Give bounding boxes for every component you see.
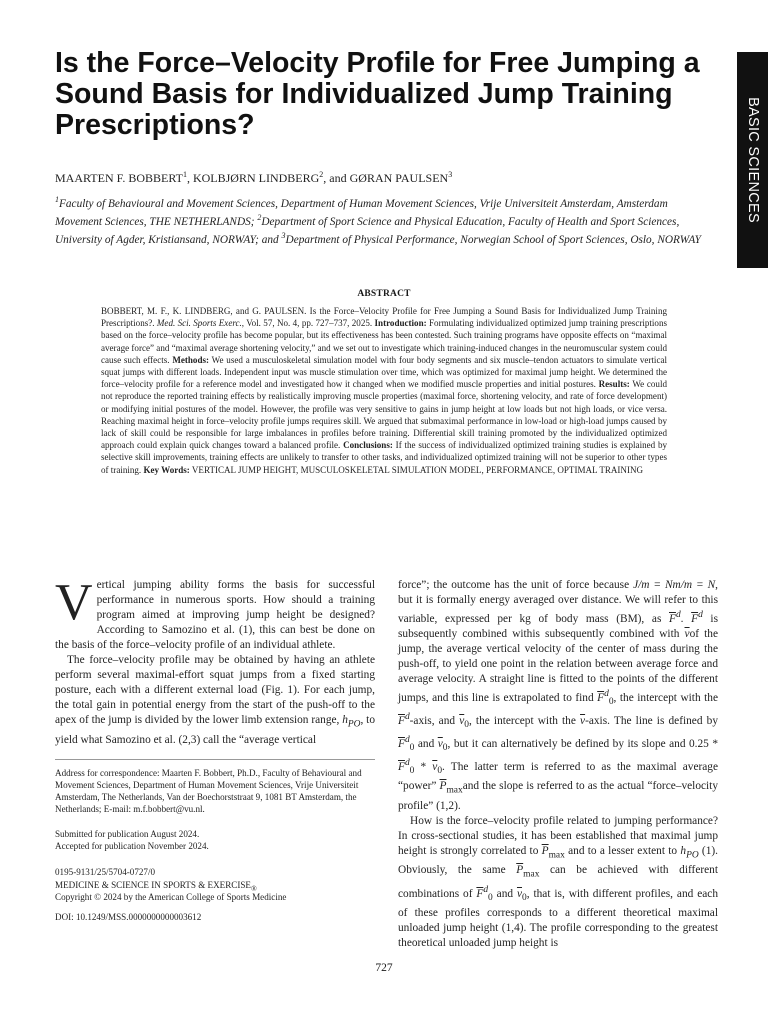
paragraph-text: , the intercept with the <box>468 714 581 727</box>
author-list <box>55 170 715 186</box>
symbol-h: h <box>342 714 348 727</box>
superscript-d: d <box>404 712 410 723</box>
subscript-po: PO <box>347 719 361 730</box>
symbol-f-bar: $\overline{F}$ <box>597 691 605 704</box>
superscript-d: d <box>483 884 489 895</box>
symbol-f-bar: $\overline{F}$ <box>476 887 484 900</box>
symbol-p-bar: $\overline{P}$ <box>541 844 549 857</box>
submitted-note: Submitted for publication August 2024. <box>55 829 200 839</box>
section-tab-label: BASIC SCIENCES <box>744 97 761 223</box>
paragraph-text: force”; the outcome has the unit of force because <box>398 579 634 591</box>
affiliation: Faculty of Behavioural and Movement Sciences, Department of Human Movement Sciences, Vrije Universiteit Amsterdam, Amsterdam Movement Sciences, THE NETHERLANDS; <box>55 197 668 228</box>
abstract-citation: BOBBERT, M. F., K. LINDBERG, and G. PAULSEN. Is the Force–Velocity Profile for Free Jumping a Sound Basis for Individualized Jump Training Prescriptions?. <box>101 306 667 329</box>
affiliation: Department of Sport Science and Physical Education, Faculty of Health and Sport Sciences, University of Agder, Kristiansand, NORWAY; and <box>55 215 680 246</box>
subscript-zero: 0 <box>442 743 448 754</box>
subscript-max: max <box>523 869 540 880</box>
subscript-max: max <box>446 785 463 796</box>
affiliation: Department of Physical Performance, Norwegian School of Sport Sciences, Oslo, NORWAY <box>285 233 701 246</box>
symbol-v-bar: $\overline{v}$ <box>459 714 465 727</box>
paragraph-text: and the slope is referred to as the actual “force–velocity profile” (1,2). <box>398 780 718 812</box>
affil-sup: 3 <box>281 230 286 240</box>
superscript-d: d <box>675 610 681 621</box>
abstract-methods: We used a musculoskeletal simulation model with four body segments and six muscle–tendon actuators to simulate vertical squat jumps with different loads. Independent input was muscle stimulation over time, which was optimized for maximal jump height. We determined the force–velocity profile for a reference model and investigated how it changed when we modified muscle properties and initial postures. <box>101 354 667 390</box>
subscript-zero: 0 <box>437 766 443 777</box>
abstract-results: We could not reproduce the reported training effects by realistically improving muscle properties (maximal force, shortening velocity, and rate of force development) or modifying initial postures of the model. However, the profile was very sensitive to gains in jump height at low loads but not high loads, or vice versa. Reaching maximal height in force–velocity profile jumps requires skill. We argued that submaximal performance in low-load or high-load jumps caused by lack of skill could be responsible for large imbalances in profiles before training. Differential skill training promoted by the individualized optimized approach could explain quick changes toward a balanced profile. <box>101 379 667 451</box>
affiliations <box>55 193 715 247</box>
author-affil-sup: 2 <box>319 170 324 179</box>
paragraph-text: and to a lesser extent to <box>564 844 681 857</box>
paragraph-text: is subsequently combined withis subsequently combined with <box>398 612 719 640</box>
abstract-body <box>101 305 667 476</box>
paragraph-text: ertical jumping ability forms the basis for successful performance in numerous sports. How should a training program aimed at improving jump height be designed? According to Samozino et al. (1), this can best be done on the basis of the force–velocity profile of an individual athlete. <box>55 579 375 652</box>
abstract-keywords: VERTICAL JUMP HEIGHT, MUSCULOSKELETAL SIMULATION MODEL, PERFORMANCE, OPTIMAL TRAINING <box>189 464 644 475</box>
abstract-label-results: Results: <box>598 379 630 390</box>
unit-expression: J/m = Nm/m = N <box>633 579 716 591</box>
subscript-max: max <box>548 850 565 861</box>
author-sep: , and <box>323 171 350 185</box>
subscript-po: PO <box>686 850 699 861</box>
symbol-f-bar: $\overline{F}$ <box>398 714 405 727</box>
paragraph-text: * <box>414 761 433 774</box>
section-tab <box>737 52 768 268</box>
paragraph-text: , but it is formally energy averaged over distance. We will refer to this variable, expressed per kg of body mass (BM), as <box>398 579 718 625</box>
author-name: KOLBJØRN LINDBERG <box>192 171 320 185</box>
superscript-d: d <box>604 689 609 700</box>
symbol-v-bar: $\overline{v}$ <box>432 761 438 774</box>
paragraph-text: , but it can alternatively be defined by its slope and 0.25 * <box>447 738 718 751</box>
footnote-divider <box>55 759 375 760</box>
author-affil-sup: 1 <box>182 170 187 179</box>
subscript-zero: 0 <box>464 720 469 731</box>
symbol-f-bar: $\overline{F}$ <box>669 612 676 625</box>
abstract-label-keywords: Key Words: <box>143 464 190 475</box>
affil-sup: 2 <box>257 212 262 222</box>
abstract-label-methods: Methods: <box>172 354 210 365</box>
registered-mark: ® <box>251 883 257 893</box>
symbol-f-bar: $\overline{F}$ <box>398 738 405 751</box>
symbol-v-bar: $\overline{v}$ <box>437 738 443 751</box>
body-column-left <box>55 574 375 748</box>
paragraph-text: of the jump, the average vertical velocity of the center of mass during the push-off, to yield one point in the relation between average force and average velocity. A straight line is fitted to the points of the different jumps, and this line is extrapolated to find <box>398 627 718 704</box>
subscript-zero: 0 <box>522 892 527 903</box>
abstract-intro: Formulating individualized optimized jump training prescriptions based on the force–velocity profile has become popular, but its effectiveness has been contested. Such training programs have opposite effects on “maximal average force” and “maximal average shortening velocity,” and we set out to investigate which training-induced changes in the neuromuscular system could cause such effects. <box>101 318 667 365</box>
paragraph-text: . The latter term is referred to as the maximal average “power” <box>398 761 718 793</box>
subscript-zero: 0 <box>488 892 493 903</box>
symbol-h: h <box>680 844 687 857</box>
paragraph-text: , the intercept with the <box>613 691 718 704</box>
body-column-right <box>398 578 718 951</box>
author-sep: , <box>186 171 193 185</box>
affil-sup: 1 <box>55 195 59 204</box>
subscript-zero: 0 <box>409 743 415 754</box>
symbol-v-bar: $\overline{v}$ <box>516 887 523 900</box>
paragraph-text: The force–velocity profile may be obtained by having an athlete perform several maximal-effort squat jumps from a fixed starting posture, each with a different external load (Fig. 1). For each jump, the total gain in potential energy from the start of the push-off to the apex of the jump is divided by the lower limb extension range, <box>55 654 375 727</box>
symbol-v-bar: $\overline{v}$ <box>580 714 586 727</box>
abstract-label-intro: Introduction: <box>374 318 427 329</box>
paragraph-text: How is the force–velocity profile related to jumping performance? In cross-sectional studies, it has been established that maximal jump height is strongly correlated to <box>398 814 718 857</box>
paragraph-text: and <box>414 738 438 751</box>
author-name: GØRAN PAULSEN <box>349 171 449 185</box>
abstract-citation-tail: , Vol. 57, No. 4, pp. 727–737, 2025. <box>241 318 375 329</box>
drop-cap: V <box>55 574 93 631</box>
author-affil-sup: 3 <box>448 170 453 179</box>
symbol-f-bar: $\overline{F}$ <box>398 761 405 774</box>
abstract-label-conclusions: Conclusions: <box>343 440 393 451</box>
body-paragraph <box>398 814 718 951</box>
paragraph-text: can be achieved with different combinations of <box>398 864 719 900</box>
accepted-note: Accepted for publication November 2024. <box>55 841 209 851</box>
issn: 0195-9131/25/5704-0727/0 <box>55 867 156 877</box>
correspondence-note: Address for correspondence: Maarten F. Bobbert, Ph.D., Faculty of Behavioural and Movement Sciences, Department of Human Movement Sciences, Vrije Universiteit Amsterdam, The Netherlands, Van der Boechorststraat 9, 1081 BT Amsterdam, the Netherlands; E-mail: m.f.bobbert@vu.nl. <box>55 768 362 815</box>
doi: DOI: 10.1249/MSS.0000000000003612 <box>55 912 202 922</box>
journal-abbrev: Med. Sci. Sports Exerc. <box>156 318 242 329</box>
symbol-f-bar: $\overline{F}$ <box>691 612 699 625</box>
symbol-p-bar: $\overline{P}$ <box>516 864 524 877</box>
subscript-zero: 0 <box>608 697 614 708</box>
copyright: Copyright © 2024 by the American College of Sports Medicine <box>55 892 287 902</box>
superscript-d: d <box>404 758 410 769</box>
symbol-p-bar: $\overline{P}$ <box>439 780 447 793</box>
page-number: 727 <box>375 962 393 974</box>
paragraph-text: and <box>492 887 517 900</box>
symbol-v-bar: $\overline{v}$ <box>684 627 690 640</box>
article-title: Is the Force–Velocity Profile for Free Jumping a Sound Basis for Individualized Jump Training Prescriptions? <box>55 47 700 141</box>
superscript-d: d <box>698 610 703 621</box>
paragraph-text: , that is, with different profiles, and each of these profiles corresponds to a different theoretical maximal unloaded jump height (1,4). The profile corresponding to the greatest theoretical unloaded jump height is <box>398 887 718 949</box>
body-paragraph: force”; the outcome has the unit of force because J/m = Nm/m = N, but it is formally energy averaged over distance. We will refer to this variable, expressed per kg of body mass (BM), as $\overline{F}^d$. $\overline{F}^d$ is subsequently combined withis subsequently combined with $\overline{v}of$ the jump, the average vertical velocity of the center of mass during the push-off, to yield one point in the relation between average force and average velocity. A straight line is fitted to the points of the different jumps, and this line is extrapolated to find $\overline{F}^d_0$, the intercept with the $\overline{F}^d$-axis, and $\overline{v}_0$, the intercept with the $\overline{v}$-axis. The line is defined by $\overline{F}^d_0$ and $\overline{v}_0$, but it can alternatively be defined by its slope and $0.25 * \overline{F}^d_0 * \overline{v}_0$. The latter term is referred to as the maximal average “power” $\overline{P}_{max}and$ the slope is referred to as the actual “force–velocity profile” (1,2). <box>398 579 719 812</box>
author-name: MAARTEN F. BOBBERT <box>55 171 183 185</box>
abstract-conclusions: If the success of individualized optimized training studies is explained by selective skill improvements, training effects are unlikely to transfer to other tasks, and individualized optimized training will not be superior to other types of training. <box>101 440 668 475</box>
paragraph-text: , to yield what Samozino et al. (2,3) call the “average vertical <box>55 714 375 746</box>
paragraph-text: (1). Obviously, the same <box>398 844 718 877</box>
superscript-d: d <box>404 735 410 746</box>
paragraph-text: -axis. The line is defined by <box>585 714 718 727</box>
abstract-heading: ABSTRACT <box>357 289 411 299</box>
subscript-zero: 0 <box>409 766 415 777</box>
body-paragraph <box>55 653 375 748</box>
journal-name-text: MEDICINE & SCIENCE IN SPORTS & EXERCISE <box>55 880 251 890</box>
paragraph-text: -axis, and <box>409 714 460 727</box>
body-paragraph <box>55 574 375 653</box>
